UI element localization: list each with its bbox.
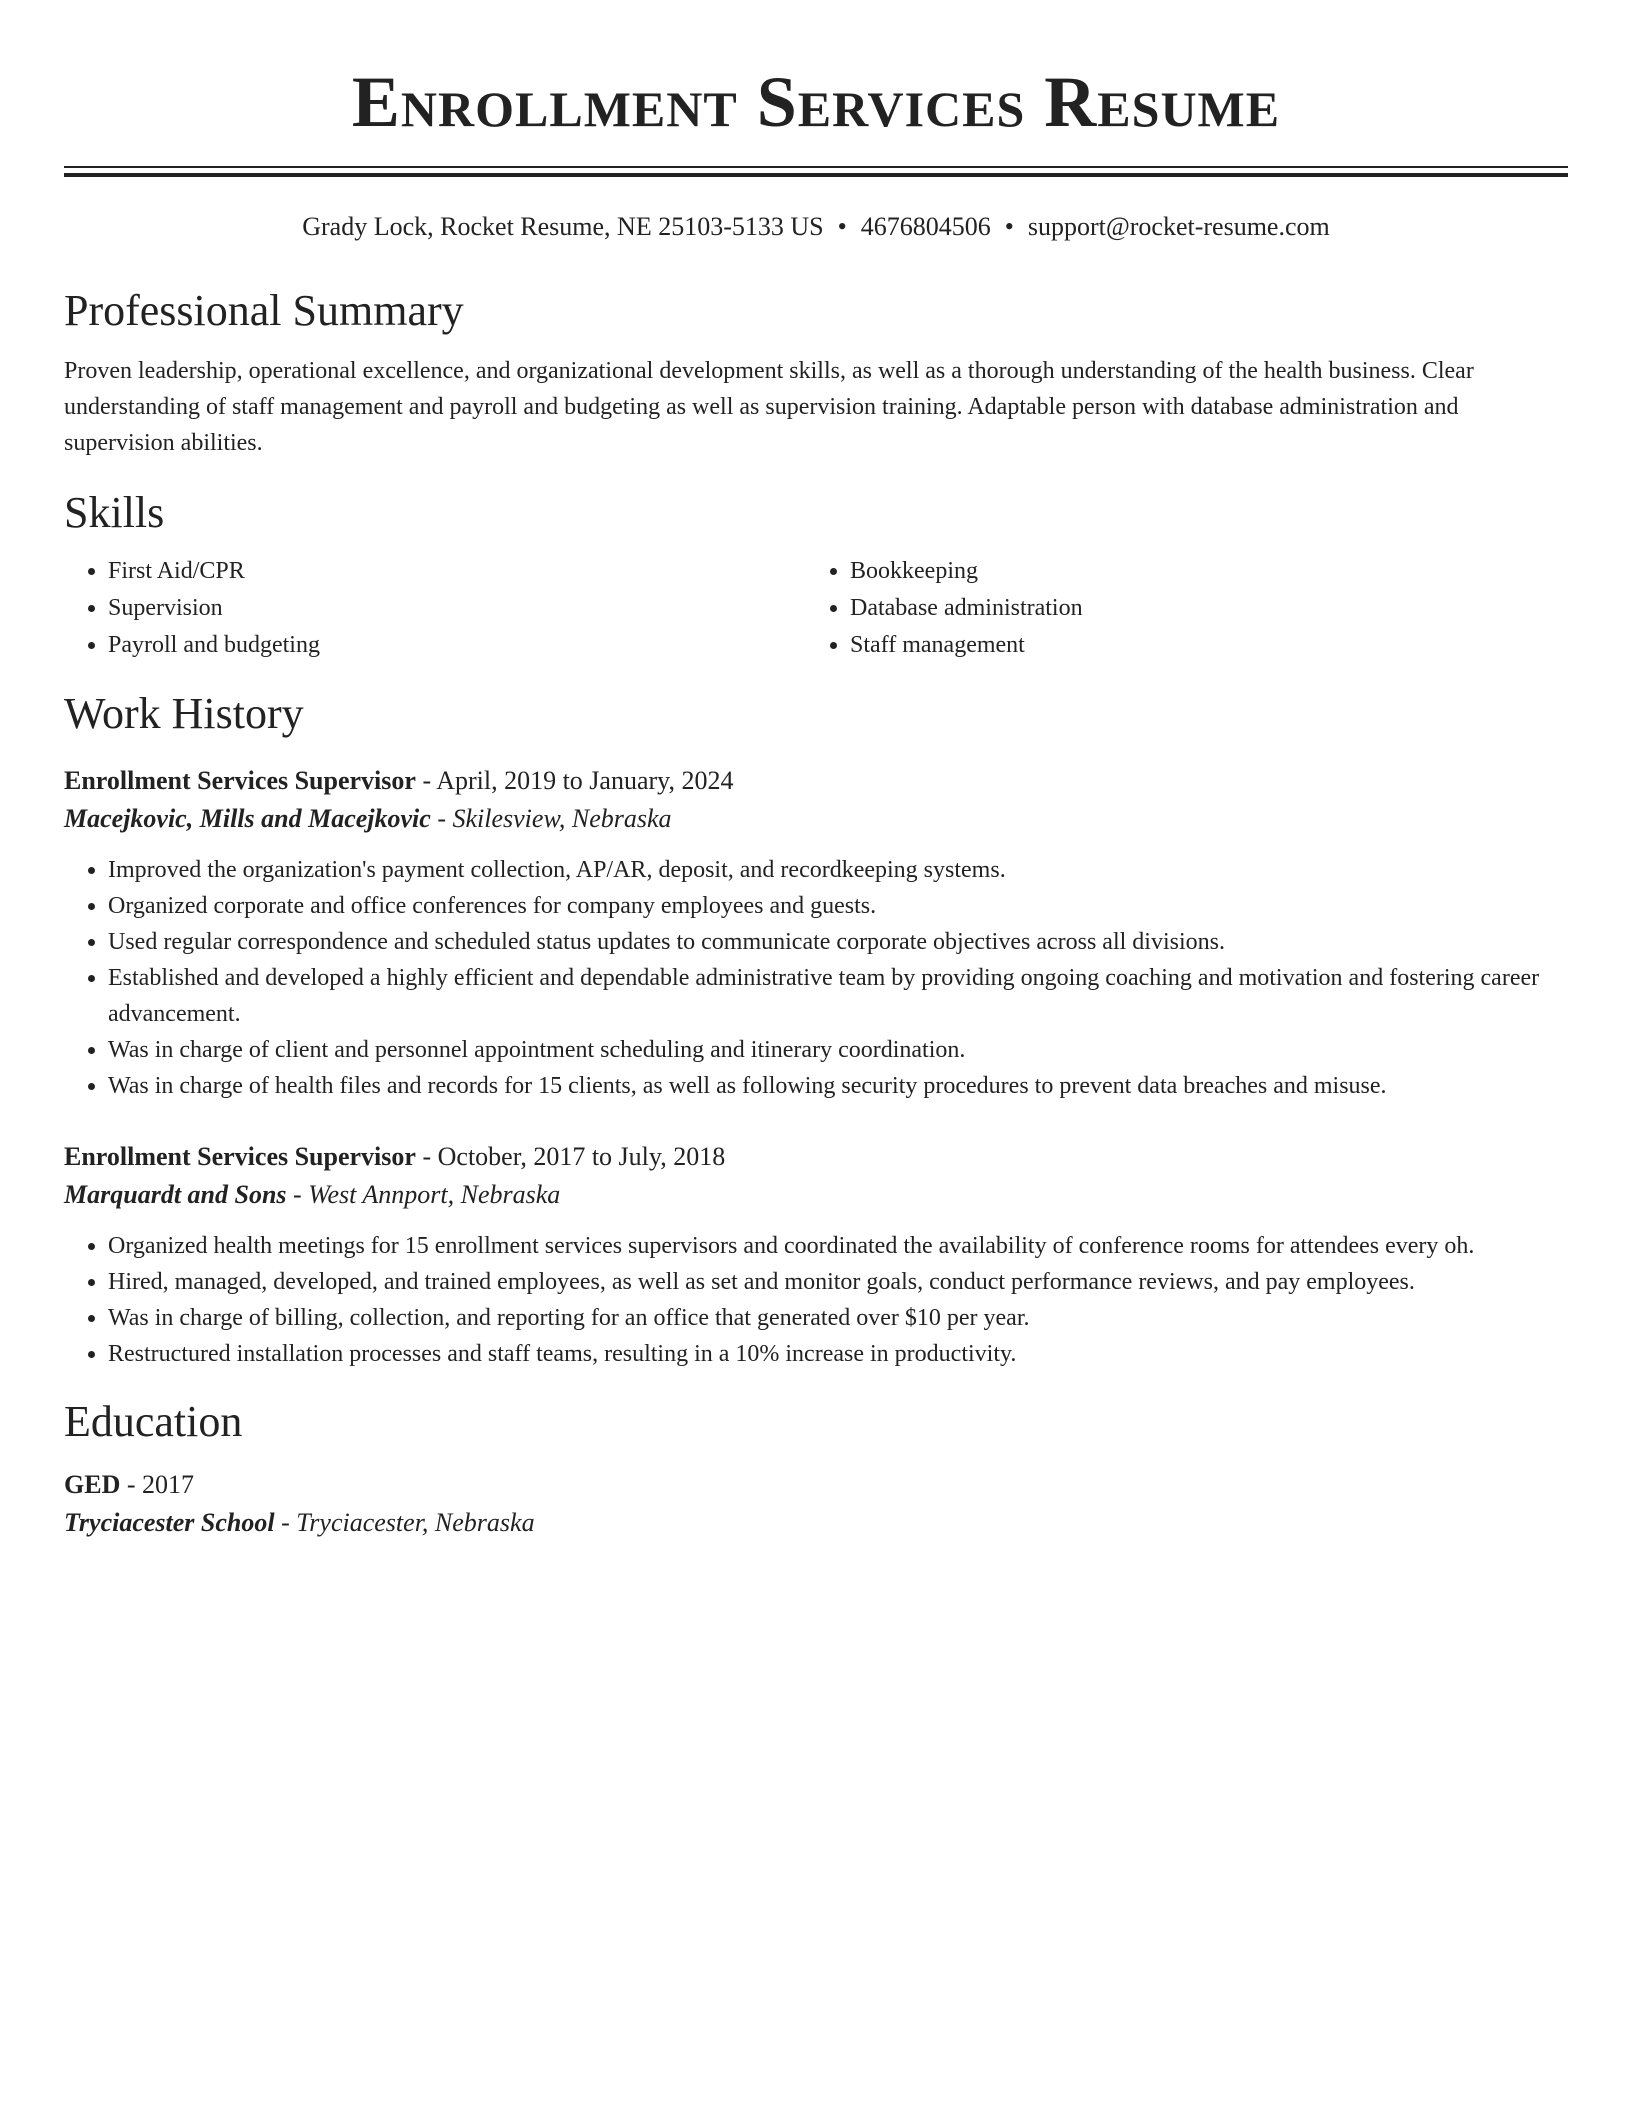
contact-email: support@rocket-resume.com bbox=[1027, 212, 1330, 241]
skill-item: • Supervision bbox=[108, 590, 806, 627]
contact-phone: 4676804506 bbox=[860, 212, 991, 241]
job-bullet: • Was in charge of client and personnel appointment scheduling and itinerary coordination. bbox=[108, 1032, 1568, 1068]
skills-heading: Skills bbox=[64, 488, 165, 537]
job-title-line bbox=[64, 1138, 1568, 1176]
skills-column-left bbox=[64, 553, 806, 664]
job-bullet: • Used regular correspondence and scheduled status updates to communicate corporate objectives across all divisions. bbox=[108, 924, 1568, 960]
job-title-line bbox=[64, 762, 1568, 800]
contact-separator: • bbox=[1004, 212, 1014, 241]
job-entry bbox=[64, 1138, 1568, 1372]
company-location: Skilesview, Nebraska bbox=[452, 804, 672, 833]
page-title: Enrollment Services Resume bbox=[351, 62, 1281, 142]
skill-item: • First Aid/CPR bbox=[108, 553, 806, 590]
skill-item: • Bookkeeping bbox=[850, 553, 1548, 590]
summary-text: Proven leadership, operational excellence, and organizational development skills, as well as a thorough understanding of the health business. Clear understanding of staff management and payroll and budgeting as well as supervision training. Adaptable person with database administration and supervision abilities. bbox=[64, 358, 1474, 456]
job-bullet: • Improved the organization's payment collection, AP/AR, deposit, and recordkeeping systems. bbox=[108, 852, 1568, 888]
education-degree: GED bbox=[64, 1470, 121, 1499]
company-location: West Annport, Nebraska bbox=[308, 1180, 561, 1209]
summary-heading: Professional Summary bbox=[64, 286, 464, 335]
job-bullet: • Restructured installation processes and staff teams, resulting in a 10% increase in productivity. bbox=[108, 1336, 1568, 1372]
contact-line bbox=[64, 211, 1568, 243]
education-degree-line bbox=[64, 1466, 1568, 1504]
skills-column-right bbox=[806, 553, 1548, 664]
dash-separator: - bbox=[415, 1142, 438, 1171]
education-heading: Education bbox=[64, 1397, 243, 1446]
contact-address: Grady Lock, Rocket Resume, NE 25103-5133 US bbox=[302, 212, 824, 241]
job-bullet: • Hired, managed, developed, and trained employees, as well as set and monitor goals, conduct performance reviews, and pay employees. bbox=[108, 1264, 1568, 1300]
company-name: Marquardt and Sons bbox=[64, 1180, 287, 1209]
job-dates: April, 2019 to January, 2024 bbox=[436, 766, 734, 795]
dash-separator: - bbox=[430, 804, 453, 833]
dash-separator: - bbox=[274, 1508, 297, 1537]
dash-separator: - bbox=[415, 766, 437, 795]
job-title: Enrollment Services Supervisor bbox=[64, 1142, 416, 1171]
skills-list bbox=[64, 553, 1568, 664]
skill-item: • Payroll and budgeting bbox=[108, 627, 806, 664]
job-bullet: • Was in charge of health files and records for 15 clients, as well as following security procedures to prevent data breaches and misuse. bbox=[108, 1068, 1568, 1104]
skill-item: • Staff management bbox=[850, 627, 1548, 664]
skill-item: • Database administration bbox=[850, 590, 1548, 627]
dash-separator: - bbox=[286, 1180, 309, 1209]
job-title: Enrollment Services Supervisor bbox=[64, 766, 416, 795]
contact-separator: • bbox=[837, 212, 847, 241]
company-line bbox=[64, 1176, 1568, 1214]
job-bullets bbox=[64, 852, 1568, 1104]
company-line bbox=[64, 800, 1568, 838]
job-bullet: • Established and developed a highly efficient and dependable administrative team by providing ongoing coaching and motivation and fostering career advancement. bbox=[108, 960, 1568, 1032]
job-bullets bbox=[64, 1228, 1568, 1372]
dash-separator: - bbox=[120, 1470, 143, 1499]
education-location: Tryciacester, Nebraska bbox=[296, 1508, 535, 1537]
work-history-heading: Work History bbox=[64, 689, 304, 738]
job-bullet: • Was in charge of billing, collection, and reporting for an office that generated over $10 per year. bbox=[108, 1300, 1568, 1336]
education-school: Tryciacester School bbox=[64, 1508, 275, 1537]
title-double-rule bbox=[64, 166, 1568, 177]
education-school-line bbox=[64, 1504, 1568, 1542]
job-bullet: • Organized corporate and office conferences for company employees and guests. bbox=[108, 888, 1568, 924]
job-bullet: • Organized health meetings for 15 enrollment services supervisors and coordinated the availability of conference rooms for attendees every oh. bbox=[108, 1228, 1568, 1264]
job-entry bbox=[64, 762, 1568, 1104]
job-dates: October, 2017 to July, 2018 bbox=[437, 1142, 726, 1171]
company-name: Macejkovic, Mills and Macejkovic bbox=[64, 804, 431, 833]
resume-page bbox=[64, 0, 1568, 1542]
education-year: 2017 bbox=[142, 1470, 195, 1499]
